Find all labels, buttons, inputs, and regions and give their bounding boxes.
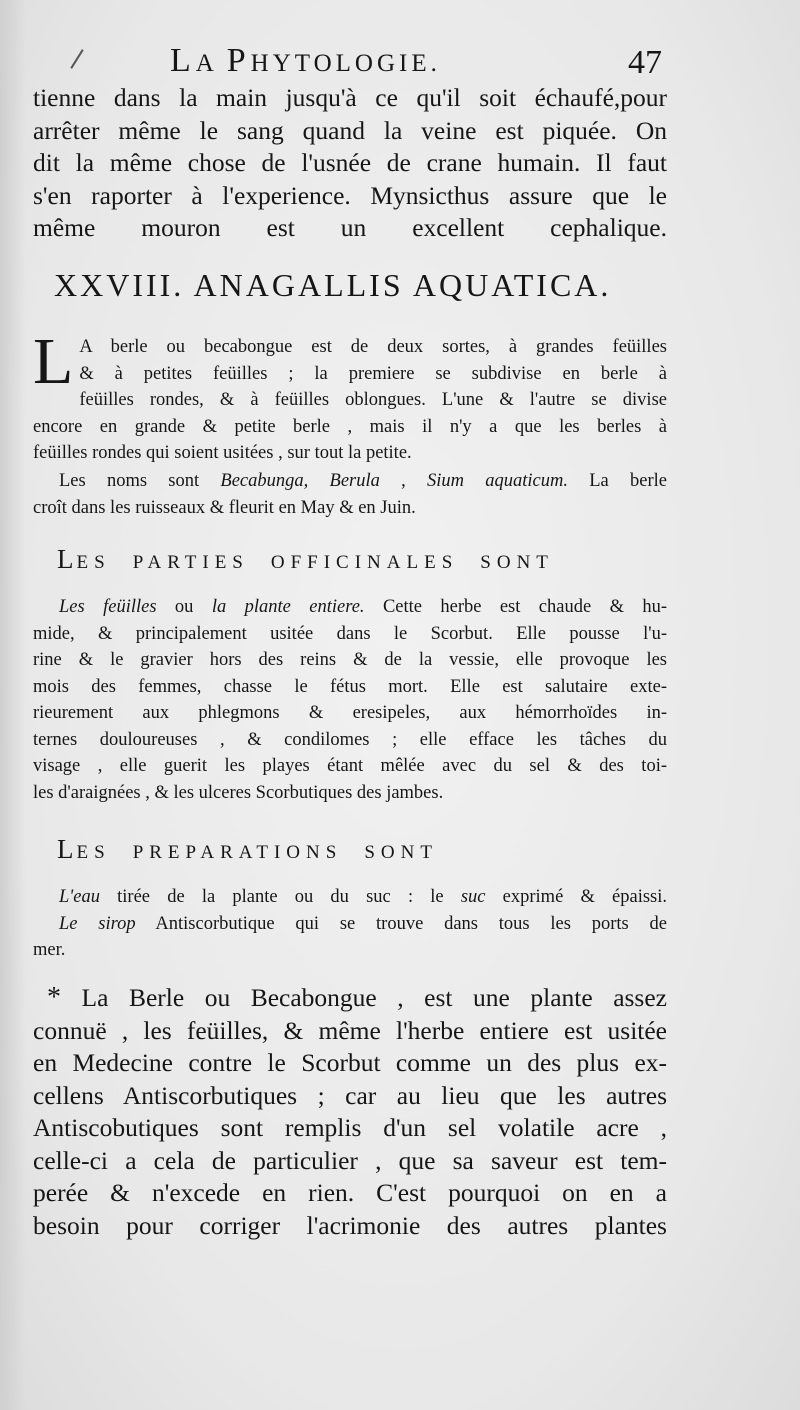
text-line: tienne dans la main jusqu'à ce qu'il soit échaufé,pour <box>33 83 667 112</box>
intro-paragraph <box>33 325 667 467</box>
text-line: feüilles rondes qui soient usitées , sur tout la petite. <box>33 443 412 463</box>
section-title: XXVIII. ANAGALLIS AQUATICA. <box>54 267 612 303</box>
text-line: & à petites feüilles ; la premiere se subdivise en berle à <box>79 363 667 384</box>
names-paragraph <box>33 468 667 521</box>
text-line: s'en raporter à l'experience. Mynsicthus assure que le <box>33 180 667 210</box>
text-line: perée & n'excede en rien. C'est pourquoi on en a <box>33 1178 667 1207</box>
text-line: cellens Antiscorbutiques ; car au lieu que les autres <box>33 1080 667 1110</box>
heading-word: PREPARATIONS <box>132 842 343 863</box>
names-lead: Les noms sont <box>59 471 221 491</box>
heading-word: ES <box>76 552 111 573</box>
text-line: encore en grande & petite berle , mais il n'y a que les berles à <box>33 416 667 437</box>
text-line: dit la même chose de l'usnée de crane humain. Il faut <box>33 148 667 177</box>
italic-term: la plante entiere. <box>211 597 365 617</box>
separator: , <box>379 471 428 491</box>
text-run: exprimé & épaissi. <box>485 887 668 907</box>
text-line: ternes douloureuses , & condilomes ; elle efface les tâches du <box>33 729 667 750</box>
ink-mark <box>70 49 83 69</box>
text-line: arrêter même le sang quand la veine est piquée. On <box>33 115 667 145</box>
text-run: tirée de la plante ou du suc : le <box>99 887 461 907</box>
drop-cap: L <box>33 325 74 398</box>
text-line: besoin pour corriger l'acrimonie des autres plantes <box>33 1210 667 1240</box>
text-run: Antiscorbutique qui se trouve dans tous les ports de <box>135 913 667 934</box>
text-line <box>33 594 667 621</box>
italic-term: L'eau <box>59 887 100 907</box>
names-tail: La berle <box>568 471 667 491</box>
text-run: Cette herbe est chaude & hu- <box>364 597 668 617</box>
text-line: les d'araignées , & les ulceres Scorbutiques des jambes. <box>33 782 444 803</box>
running-head-initial: L <box>170 42 196 79</box>
heading-initial: L <box>57 544 77 574</box>
heading-word: SONT <box>480 552 554 573</box>
text-line: feüilles rondes, & à feüilles oblongues. L'une & l'autre se divise <box>79 390 667 410</box>
heading-word: SONT <box>364 842 438 863</box>
running-head-article: A <box>195 50 227 77</box>
note-paragraph <box>33 982 667 1242</box>
heading-word: PARTIES <box>132 552 249 573</box>
italic-term: Le sirop <box>59 913 136 934</box>
heading-word: OFFICINALES <box>270 552 459 573</box>
text-line: visage , elle guerit les playes étant mêlée avec du sel & des toi- <box>33 756 667 776</box>
plant-name: Sium aquaticum. <box>427 471 568 491</box>
text-line <box>33 982 667 1015</box>
text-line: croît dans les ruisseaux & fleurit en May & en Juin. <box>33 497 416 518</box>
text-line: mois des femmes, chasse le fétus mort. Elle est salutaire exte- <box>33 676 667 697</box>
italic-term: Les feüilles <box>59 597 157 617</box>
opening-paragraph <box>33 82 667 245</box>
preparations-paragraph <box>33 884 667 964</box>
text-run: La Berle ou Becabongue , est une plante assez <box>61 983 667 1012</box>
text-line <box>33 468 667 495</box>
text-line: en Medecine contre le Scorbut comme un des plus ex- <box>33 1048 667 1077</box>
heading-word: ES <box>76 842 111 863</box>
gutter-shadow <box>0 0 26 1410</box>
text-line <box>33 884 667 911</box>
running-head <box>170 42 441 80</box>
text-line: rine & le gravier hors des reins & de la vessie, elle provoque les <box>33 650 667 670</box>
asterisk-mark: * <box>47 982 61 1013</box>
text-line: A berle ou becabongue est de deux sortes, à grandes feüilles <box>79 337 667 357</box>
officinal-heading <box>57 544 657 575</box>
preparations-heading <box>57 834 657 865</box>
text-line: mer. <box>33 940 66 960</box>
running-head-word: HYTOLOGIE. <box>250 50 441 77</box>
text-line: mide, & principalement usitée dans le Scorbut. Elle pousse l'u- <box>33 623 667 644</box>
officinal-paragraph <box>33 594 667 806</box>
text-line: celle-ci a cela de particulier , que sa saveur est tem- <box>33 1145 667 1175</box>
text-line: même mouron est un excellent cephalique. <box>33 213 667 242</box>
running-head-p: P <box>226 42 251 79</box>
text-line: Antiscobutiques sont remplis d'un sel volatile acre , <box>33 1113 667 1142</box>
page-number: 47 <box>628 44 662 81</box>
plant-name: Becabunga, <box>220 471 309 491</box>
text-line <box>33 911 667 938</box>
italic-term: suc <box>460 887 486 907</box>
text-line: rieurement aux phlegmons & eresipeles, aux hémorrhoïdes in- <box>33 703 667 723</box>
heading-initial: L <box>57 834 77 864</box>
plant-name: Berula <box>308 471 380 491</box>
text-line: connuë , les feüilles, & même l'herbe entiere est usitée <box>33 1015 667 1045</box>
connector: ou <box>156 597 212 617</box>
